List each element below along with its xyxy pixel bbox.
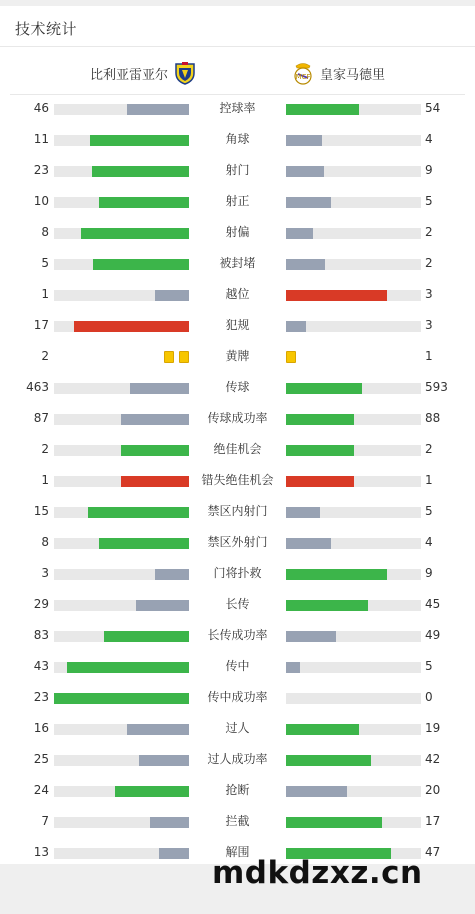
away-stat-value: 3 [425,318,433,332]
stat-label: 传中 [225,659,250,673]
away-team-name: 皇家马德里 [320,67,386,83]
away-stat-value: 0 [425,690,433,704]
home-stat-value: 83 [33,628,49,642]
away-stat-value: 19 [425,721,441,735]
home-stat-value: 16 [33,721,49,735]
away-stat-value: 1 [425,349,433,363]
stat-row [0,186,475,217]
home-stat-bar-track [54,476,189,487]
stat-row [0,558,475,589]
home-stat-bar [155,569,189,580]
away-stat-value: 42 [425,752,441,766]
away-stat-bar [286,135,322,146]
away-stat-bar-track [286,445,421,456]
home-stat-bar-track [54,259,189,270]
home-stat-value: 43 [33,659,49,673]
stats-panel [0,6,475,864]
away-stat-bar-track [286,414,421,425]
home-stat-bar [121,445,189,456]
away-stat-bar [286,569,387,580]
home-stat-value: 463 [26,380,49,394]
home-stat-value: 17 [33,318,49,332]
away-stat-bar-track [286,290,421,301]
away-stat-value: 54 [425,101,441,115]
away-stat-bar [286,321,306,332]
away-stat-bar-track [286,693,421,704]
home-stat-bar [150,817,189,828]
stat-row [0,806,475,837]
home-stat-bar-track [54,197,189,208]
away-stat-bar [286,104,359,115]
home-stat-bar-track [54,538,189,549]
away-stat-value: 9 [425,566,433,580]
home-stat-bar [136,600,189,611]
stat-row [0,713,475,744]
home-stat-bar [74,321,189,332]
home-stat-bar [90,135,189,146]
home-stat-bar-track [54,321,189,332]
away-stat-value: 88 [425,411,441,425]
stat-label: 越位 [225,287,250,301]
home-stat-bar [121,414,189,425]
home-stat-bar-track [54,724,189,735]
home-stat-bar [92,166,189,177]
home-stat-bar [99,538,189,549]
away-yellow-cards [286,351,296,364]
stat-row [0,775,475,806]
away-stat-bar [286,755,371,766]
home-stat-value: 46 [33,101,49,115]
away-stat-value: 17 [425,814,441,828]
home-stat-value: 23 [33,163,49,177]
stat-label: 禁区内射门 [207,504,268,518]
home-stat-value: 29 [33,597,49,611]
home-stat-bar-track [54,507,189,518]
home-stat-value: 5 [41,256,49,270]
stat-label: 被封堵 [219,256,256,270]
home-stat-bar [139,755,189,766]
away-stat-bar [286,259,325,270]
away-stat-value: 3 [425,287,433,301]
away-stat-bar [286,445,354,456]
home-stat-value: 24 [33,783,49,797]
away-stat-bar-track [286,197,421,208]
real-madrid-crest-icon [292,61,314,85]
home-stat-bar [81,228,189,239]
home-stat-value: 1 [41,287,49,301]
home-stat-bar [121,476,189,487]
home-stat-bar [127,104,189,115]
away-stat-bar [286,600,368,611]
home-stat-value: 2 [41,349,49,363]
home-stat-bar-track [54,383,189,394]
home-stat-bar-track [54,569,189,580]
home-stat-bar [159,848,189,859]
home-stat-bar-track [54,693,189,704]
stats-list [0,93,475,868]
away-stat-value: 49 [425,628,441,642]
stat-row [0,93,475,124]
home-stat-value: 15 [33,504,49,518]
home-stat-bar [130,383,189,394]
home-stat-bar [54,693,189,704]
home-stat-bar-track [54,755,189,766]
away-stat-bar-track [286,631,421,642]
away-stat-bar [286,538,331,549]
home-stat-bar-track [54,848,189,859]
home-stat-bar [99,197,189,208]
away-stat-value: 45 [425,597,441,611]
away-stat-bar [286,817,382,828]
divider [0,46,475,47]
villarreal-crest-icon [174,61,196,85]
away-stat-bar-track [286,724,421,735]
home-stat-bar-track [54,662,189,673]
stat-label: 过人成功率 [207,752,268,766]
away-team-header[interactable] [292,58,385,88]
stat-label: 绝佳机会 [213,442,262,456]
away-stat-bar-track [286,321,421,332]
away-stat-value: 4 [425,132,433,146]
away-stat-bar-track [286,507,421,518]
watermark-text: mdkdzxz.cn [212,855,423,891]
away-stat-bar [286,786,347,797]
away-stat-bar-track [286,569,421,580]
home-stat-value: 25 [33,752,49,766]
away-stat-bar [286,414,354,425]
away-stat-bar [286,197,331,208]
home-stat-value: 87 [33,411,49,425]
stat-row [0,279,475,310]
away-stat-bar-track [286,476,421,487]
stat-row [0,434,475,465]
stat-row [0,744,475,775]
away-stat-bar-track [286,786,421,797]
yellow-card-icon [164,351,174,363]
away-stat-value: 1 [425,473,433,487]
svg-text:MCF: MCF [295,73,311,81]
away-stat-value: 20 [425,783,441,797]
home-stat-bar [127,724,189,735]
away-stat-bar [286,631,336,642]
away-stat-value: 5 [425,194,433,208]
stat-label: 黄牌 [225,349,250,363]
yellow-card-icon [286,351,296,363]
away-stat-value: 5 [425,504,433,518]
home-stat-bar [104,631,189,642]
home-stat-value: 23 [33,690,49,704]
home-stat-bar-track [54,817,189,828]
stat-row [0,341,475,372]
home-stat-value: 2 [41,442,49,456]
away-stat-value: 4 [425,535,433,549]
stat-label: 角球 [225,132,250,146]
stat-row [0,310,475,341]
stat-label: 拦截 [225,814,250,828]
away-stat-value: 2 [425,442,433,456]
home-stat-bar-track [54,166,189,177]
home-stat-value: 8 [41,225,49,239]
home-stat-value: 7 [41,814,49,828]
away-stat-value: 5 [425,659,433,673]
away-stat-bar [286,724,359,735]
away-stat-bar [286,228,313,239]
away-stat-value: 593 [425,380,448,394]
panel-title: 技术统计 [15,20,78,38]
stat-row [0,217,475,248]
home-stat-bar-track [54,414,189,425]
away-stat-bar-track [286,104,421,115]
stat-label: 抢断 [225,783,250,797]
stat-label: 过人 [225,721,250,735]
away-stat-value: 47 [425,845,441,859]
home-stat-bar [115,786,189,797]
stat-row [0,465,475,496]
home-stat-bar [93,259,189,270]
away-stat-bar [286,166,324,177]
home-stat-value: 11 [33,132,49,146]
away-stat-bar-track [286,228,421,239]
stat-row [0,248,475,279]
stat-label: 门将扑救 [213,566,262,580]
stat-row [0,372,475,403]
stat-label: 长传 [225,597,250,611]
away-stat-bar-track [286,135,421,146]
away-stat-value: 9 [425,163,433,177]
stat-row [0,589,475,620]
away-stat-bar-track [286,755,421,766]
stat-label: 射门 [225,163,250,177]
stat-label: 传球成功率 [207,411,268,425]
stat-label: 控球率 [219,101,256,115]
stat-row [0,651,475,682]
stat-label: 解围 [225,845,250,859]
home-yellow-cards [164,351,189,364]
stat-row [0,527,475,558]
away-stat-value: 2 [425,225,433,239]
away-stat-bar-track [286,538,421,549]
stat-label: 禁区外射门 [207,535,268,549]
away-stat-value: 2 [425,256,433,270]
home-stat-bar-track [54,228,189,239]
away-stat-bar-track [286,600,421,611]
stat-label: 错失绝佳机会 [201,473,274,487]
away-stat-bar-track [286,259,421,270]
away-stat-bar [286,383,362,394]
home-stat-value: 8 [41,535,49,549]
stat-row [0,620,475,651]
away-stat-bar [286,507,320,518]
home-stat-bar-track [54,600,189,611]
home-stat-bar-track [54,631,189,642]
away-stat-bar [286,476,354,487]
stat-row [0,496,475,527]
home-stat-value: 13 [33,845,49,859]
home-stat-bar-track [54,135,189,146]
stat-row [0,155,475,186]
away-stat-bar-track [286,166,421,177]
home-stat-bar-track [54,786,189,797]
home-stat-bar-track [54,104,189,115]
home-stat-value: 1 [41,473,49,487]
home-stat-value: 3 [41,566,49,580]
stat-label: 传中成功率 [207,690,268,704]
away-stat-bar [286,662,300,673]
yellow-card-icon [179,351,189,363]
home-stat-bar [155,290,189,301]
stat-label: 射偏 [225,225,250,239]
stat-label: 射正 [225,194,250,208]
stat-label: 传球 [225,380,250,394]
stat-row [0,403,475,434]
home-stat-bar-track [54,445,189,456]
stat-label: 犯规 [225,318,250,332]
home-stat-bar [67,662,189,673]
away-stat-bar [286,290,387,301]
home-stat-bar [88,507,189,518]
away-stat-bar-track [286,383,421,394]
stat-row [0,124,475,155]
away-stat-bar-track [286,817,421,828]
home-team-name: 比利亚雷亚尔 [90,67,169,83]
away-stat-bar-track [286,662,421,673]
home-team-header[interactable] [90,58,196,88]
stat-row [0,682,475,713]
home-stat-value: 10 [33,194,49,208]
stat-label: 长传成功率 [207,628,268,642]
home-stat-bar-track [54,290,189,301]
